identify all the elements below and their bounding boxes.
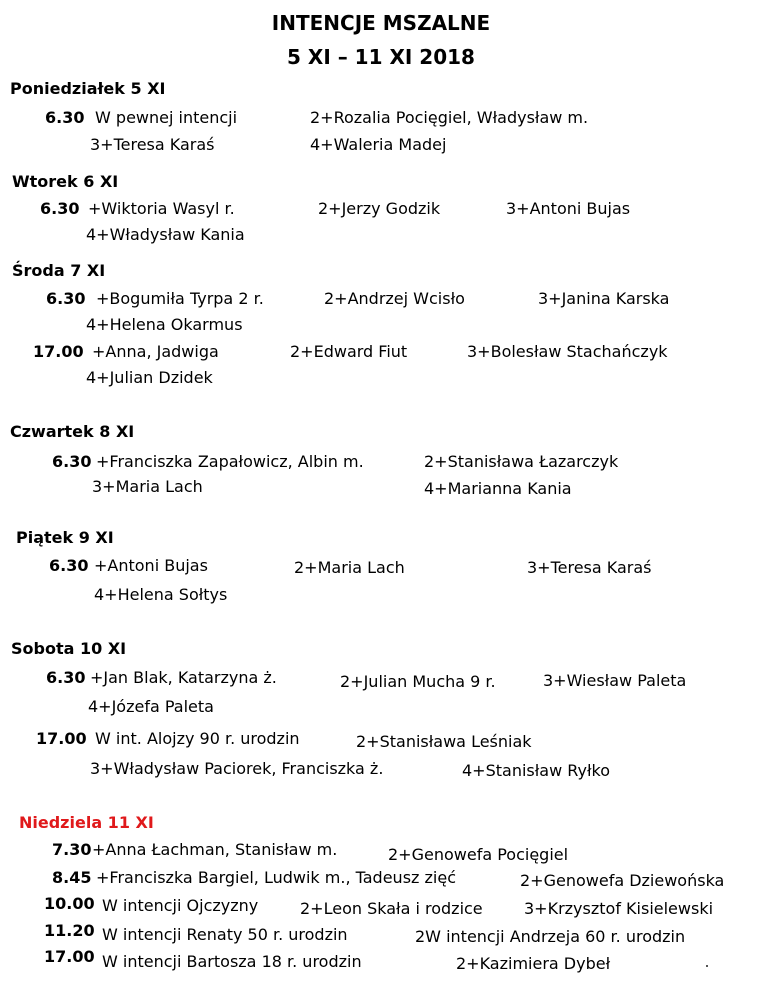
day-heading-friday: Piątek 9 XI bbox=[16, 528, 114, 547]
mass-time: 8.45 bbox=[52, 868, 92, 887]
intention: 4+Julian Dzidek bbox=[86, 368, 213, 387]
intention: +Anna, Jadwiga bbox=[92, 342, 219, 361]
intention: W intencji Bartosza 18 r. urodzin bbox=[102, 952, 362, 971]
intention: 3+Władysław Paciorek, Franciszka ż. bbox=[90, 759, 384, 778]
intention: 4+Władysław Kania bbox=[86, 225, 245, 244]
intention: W intencji Ojczyzny bbox=[102, 896, 259, 915]
intention: W intencji Renaty 50 r. urodzin bbox=[102, 925, 348, 944]
mass-time: 11.20 bbox=[44, 921, 95, 940]
intention: 3+Janina Karska bbox=[538, 289, 670, 308]
intention: 4+Marianna Kania bbox=[424, 479, 572, 498]
intention: +Jan Blak, Katarzyna ż. bbox=[90, 668, 277, 687]
intention: +Anna Łachman, Stanisław m. bbox=[92, 840, 338, 859]
intention: 3+Bolesław Stachańczyk bbox=[467, 342, 668, 361]
scan-speck bbox=[706, 965, 708, 967]
day-heading-thursday: Czwartek 8 XI bbox=[10, 422, 135, 441]
intention: +Antoni Bujas bbox=[94, 556, 208, 575]
page-title: INTENCJE MSZALNE bbox=[271, 11, 491, 35]
intention: 2+Leon Skała i rodzice bbox=[300, 899, 483, 918]
day-heading-saturday: Sobota 10 XI bbox=[11, 639, 127, 658]
intention: 2W intencji Andrzeja 60 r. urodzin bbox=[415, 927, 686, 946]
mass-time: 6.30 bbox=[46, 668, 86, 687]
intention: 2+Maria Lach bbox=[294, 558, 405, 577]
intention: +Franciszka Zapałowicz, Albin m. bbox=[96, 452, 364, 471]
intention: 2+Edward Fiut bbox=[290, 342, 408, 361]
intention: 2+Stanisława Leśniak bbox=[356, 732, 532, 751]
intention: 2+Genowefa Pocięgiel bbox=[388, 845, 569, 864]
intention: 3+Teresa Karaś bbox=[527, 558, 652, 577]
day-heading-wednesday: Środa 7 XI bbox=[12, 261, 106, 280]
mass-time: 17.00 bbox=[33, 342, 84, 361]
intention: 2+Genowefa Dziewońska bbox=[520, 871, 725, 890]
intention: 2+Stanisława Łazarczyk bbox=[424, 452, 619, 471]
intention: 4+Waleria Madej bbox=[310, 135, 447, 154]
date-range: 5 XI – 11 XI 2018 bbox=[287, 45, 475, 69]
intention: 4+Helena Sołtys bbox=[94, 585, 228, 604]
mass-time: 17.00 bbox=[36, 729, 87, 748]
intention: +Franciszka Bargiel, Ludwik m., Tadeusz zięć bbox=[96, 868, 456, 887]
intention: 2+Andrzej Wcisło bbox=[324, 289, 465, 308]
mass-time: 17.00 bbox=[44, 947, 95, 966]
intention: 2+Jerzy Godzik bbox=[318, 199, 441, 218]
mass-time: 6.30 bbox=[40, 199, 80, 218]
intention: 3+Wiesław Paleta bbox=[543, 671, 687, 690]
intention: W pewnej intencji bbox=[95, 108, 238, 127]
intention: 2+Julian Mucha 9 r. bbox=[340, 672, 496, 691]
mass-time: 6.30 bbox=[46, 289, 86, 308]
intention: +Wiktoria Wasyl r. bbox=[88, 199, 235, 218]
mass-time: 7.30 bbox=[52, 840, 92, 859]
intention: 2+Kazimiera Dybeł bbox=[456, 954, 611, 973]
mass-time: 6.30 bbox=[52, 452, 92, 471]
day-heading-monday: Poniedziałek 5 XI bbox=[10, 79, 166, 98]
day-heading-sunday: Niedziela 11 XI bbox=[19, 813, 154, 832]
mass-time: 6.30 bbox=[49, 556, 89, 575]
intention: +Bogumiła Tyrpa 2 r. bbox=[96, 289, 264, 308]
intention: 2+Rozalia Pocięgiel, Władysław m. bbox=[310, 108, 589, 127]
day-heading-tuesday: Wtorek 6 XI bbox=[12, 172, 119, 191]
intention: 4+Stanisław Ryłko bbox=[462, 761, 611, 780]
intention: W int. Alojzy 90 r. urodzin bbox=[95, 729, 300, 748]
intention: 3+Teresa Karaś bbox=[90, 135, 215, 154]
intention: 3+Krzysztof Kisielewski bbox=[524, 899, 714, 918]
intention: 3+Antoni Bujas bbox=[506, 199, 631, 218]
intention: 4+Helena Okarmus bbox=[86, 315, 243, 334]
intention: 3+Maria Lach bbox=[92, 477, 203, 496]
mass-time: 10.00 bbox=[44, 894, 95, 913]
intention: 4+Józefa Paleta bbox=[88, 697, 214, 716]
mass-time: 6.30 bbox=[45, 108, 85, 127]
